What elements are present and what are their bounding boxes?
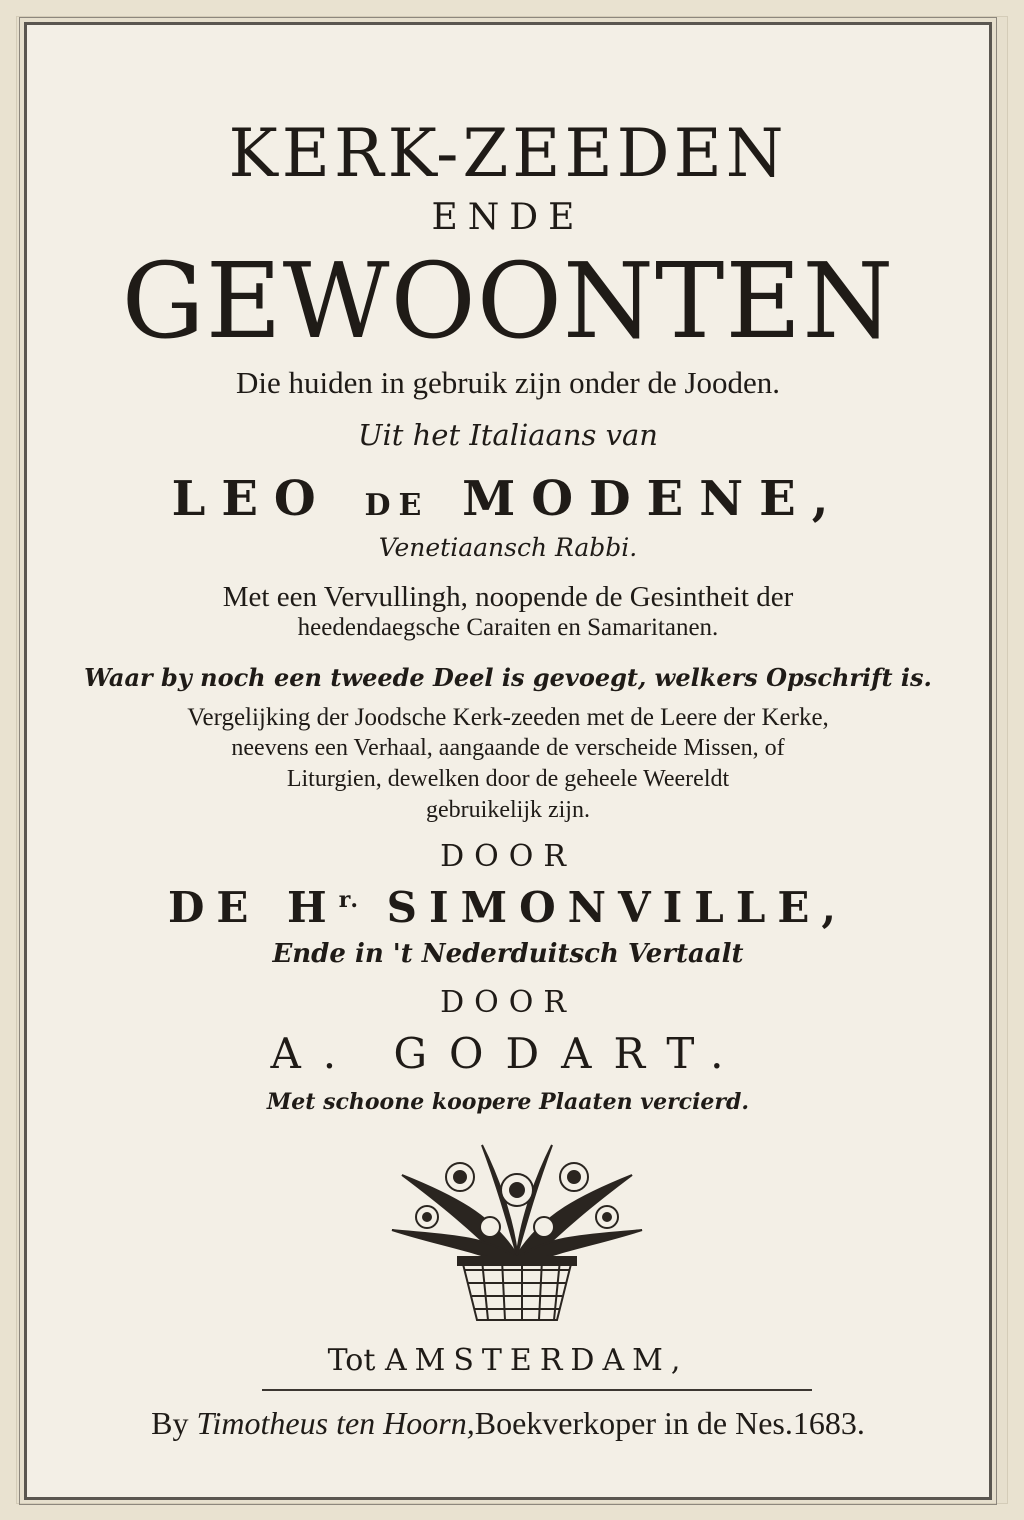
author-name [27, 471, 989, 527]
second-part-line-3: Liturgien, dewelken door de geheele Weereldt [286, 766, 730, 792]
title-line-1: KERK-ZEEDEN [228, 115, 788, 192]
place-prefix: Tot [327, 1343, 376, 1378]
imprint-rest: Boekverkoper in de Nes.1683. [474, 1405, 865, 1441]
imprint-printer: Timotheus ten Hoorn, [196, 1405, 475, 1441]
second-part-line-1: Vergelijking der Joodsche Kerk-zeeden met de Leere der Kerke, [187, 704, 829, 731]
supplement-line-1: Met een Vervullingh, noopende de Gesintheit der [222, 581, 794, 613]
second-part-line-2: neevens een Verhaal, aangaande de verscheide Missen, of [231, 735, 785, 761]
author-de: DE [364, 488, 430, 523]
second-part-line-4: gebruikelijk zijn. [426, 797, 590, 823]
translation-note: Ende in 't Nederduitsch Vertaalt [272, 939, 744, 969]
imprint-by: By [151, 1405, 189, 1441]
place-name: AMSTERDAM, [384, 1343, 689, 1378]
divider-rule [262, 1389, 812, 1391]
place-of-publication [27, 1343, 989, 1378]
translator-name [27, 883, 989, 932]
title-line-2: ENDE [431, 197, 585, 238]
translator-surname: SIMONVILLE, [386, 883, 848, 932]
subtitle: Die huiden in gebruik zijn onder de Jooden. [235, 365, 781, 400]
flower-basket-woodcut-icon [372, 1135, 662, 1325]
author-role: Venetiaansch Rabbi. [378, 533, 638, 562]
title-line-3: GEWOONTEN [121, 240, 895, 362]
imprint [27, 1405, 989, 1442]
editor-name: A. GODART. [270, 1029, 746, 1078]
author-first: LEO [171, 471, 332, 527]
door-2: DOOR [440, 985, 576, 1020]
plates-note: Met schoone koopere Plaaten vercierd. [266, 1089, 750, 1115]
translated-from: Uit het Italiaans van [358, 418, 658, 452]
author-last: MODENE, [462, 471, 845, 527]
translator-sup: r. [338, 887, 360, 913]
second-part-intro: Waar by noch een tweede Deel is gevoegt, welkers Opschrift is. [84, 663, 932, 692]
door-1: DOOR [440, 839, 576, 874]
translator-prefix: DE H [168, 883, 339, 932]
title-page [24, 22, 992, 1500]
supplement-line-2: heedendaegsche Caraiten en Samaritanen. [297, 614, 719, 641]
